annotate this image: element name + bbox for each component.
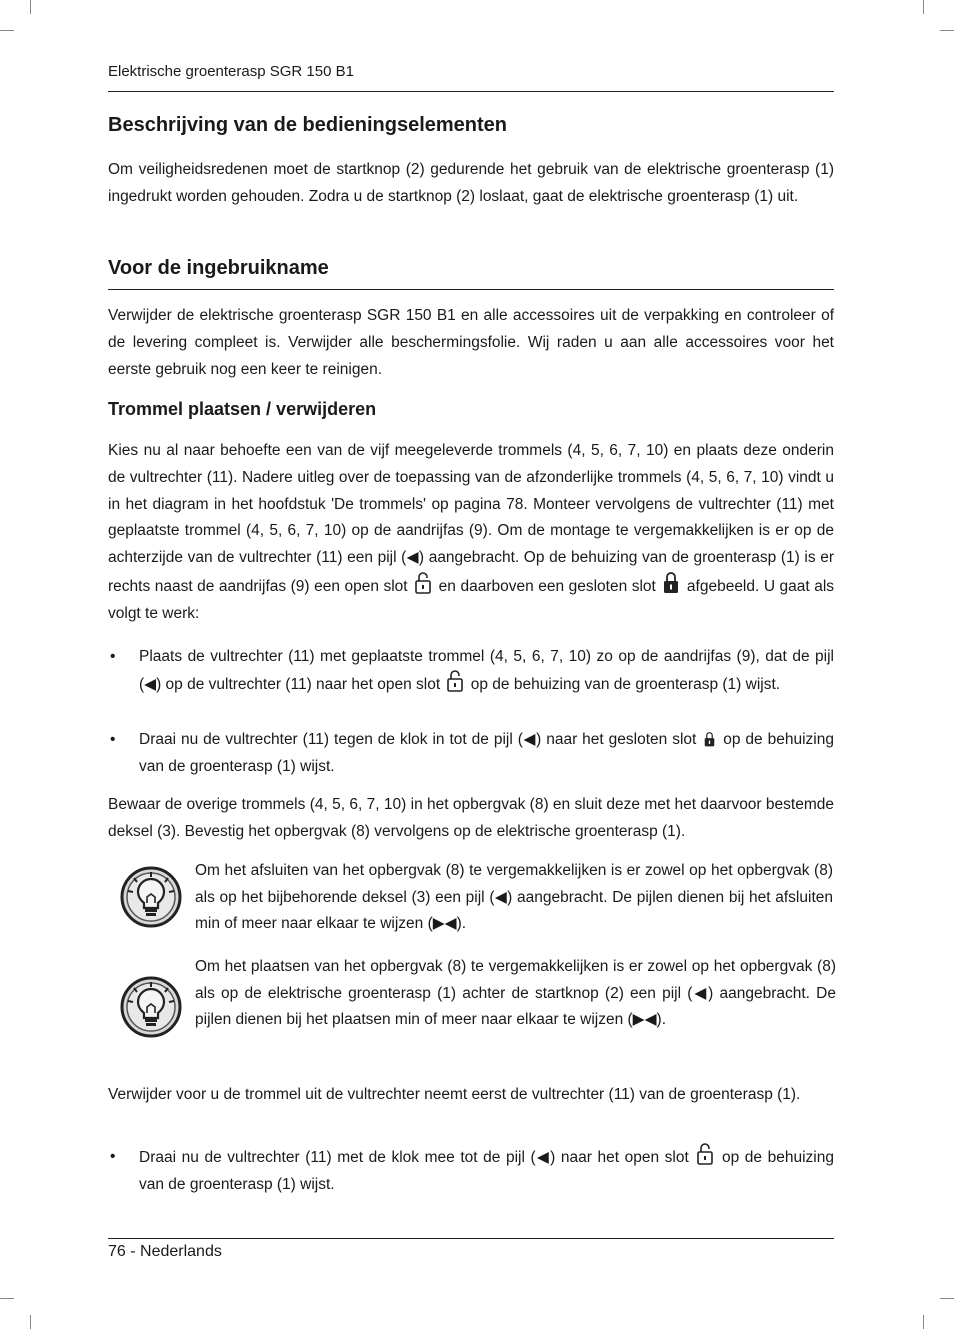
header-rule — [108, 91, 834, 92]
paragraph-remove: Verwijder voor u de trommel uit de vultrechter neemt eerst de vultrechter (11) van de groenterasp (1). — [108, 1086, 801, 1103]
crop-mark — [923, 0, 924, 14]
paragraph-storage: Bewaar de overige trommels (4, 5, 6, 7, 10) in het opbergvak (8) en sluit deze met het daarvoor bestemde deksel (3). Bevestig het opbergvak (8) vervolgens op de elektrische groenterasp (1). — [108, 796, 834, 840]
bullet-dot: • — [110, 1148, 116, 1165]
closed-lock-icon — [663, 572, 679, 594]
crop-mark — [30, 1315, 31, 1329]
list-item-text: Draai nu de vultrechter (11) met de klok mee tot de pijl (◀) naar het open slot op de behuizing van de groenterasp (1) wijst. — [139, 1143, 834, 1198]
open-lock-icon — [447, 670, 463, 692]
crop-mark — [0, 1298, 14, 1299]
page-footer: 76 - Nederlands — [108, 1243, 222, 1260]
running-header: Elektrische groenterasp SGR 150 B1 — [108, 63, 354, 80]
bullet-dot: • — [110, 731, 116, 748]
open-lock-icon — [697, 1143, 713, 1165]
crop-mark — [0, 30, 14, 31]
lightbulb-tip-icon — [120, 976, 182, 1038]
crop-mark — [923, 1315, 924, 1329]
tip-text: Om het afsluiten van het opbergvak (8) te vergemakkelijken is er zowel op het opbergvak (8) als op het bijbehorende deksel (3) een pijl (◀) aangebracht. De pijlen dienen bij het afsluiten min of meer naar elkaar te wijzen (▶◀). — [195, 862, 833, 932]
list-item-text: Plaats de vultrechter (11) met geplaatste trommel (4, 5, 6, 7, 10) zo op de aandrijfas (9), dat de pijl (◀) op de vultrechter (11) naar het open slot op de behuizing van de groenterasp (1) wijst. — [139, 648, 834, 693]
bullet-dot: • — [110, 648, 116, 665]
section-rule — [108, 289, 834, 290]
section-heading-before-use: Voor de ingebruikname — [108, 257, 329, 279]
paragraph-drum: Kies nu al naar behoefte een van de vijf meegeleverde trommels (4, 5, 6, 7, 10) en plaats deze onderin de vultrechter (11). Nadere uitleg over de toepassing van de afzonderlijke trommels (4, 5, 6, 7, 10) vindt u in het diagram in het hoofdstuk 'De trommels' op pagina 78. Monteer vervolgens de vultrechter (11) met geplaatste trommel (4, 5, 6, 7, 10) op de aandrijfas (9). Om de montage te vergemakkelijken is er op de achterzijde van de vultrechter (11) een pijl (◀) aangebracht. Op de behuizing van de groenterasp (1) is er rechts naast de aandrijfas (9) een open slot en daarboven een gesloten slot afgebeeld. U gaat als volgt te werk: — [108, 442, 835, 622]
crop-mark — [30, 0, 31, 14]
footer-rule — [108, 1238, 834, 1239]
tip-text: Om het plaatsen van het opbergvak (8) te vergemakkelijken is er zowel op het opbergvak (8) als op de elektrische groenterasp (1) achter de startknop (2) een pijl (◀) aangebracht. De pijlen dienen bij het plaatsen min of meer naar elkaar te wijzen (▶◀). — [195, 958, 836, 1028]
open-lock-icon — [415, 572, 431, 594]
list-item-text: Draai nu de vultrechter (11) tegen de klok in tot de pijl (◀) naar het gesloten slot op de behuizing van de groenterasp (1) wijst. — [139, 731, 834, 775]
crop-mark — [940, 30, 954, 31]
closed-lock-icon — [704, 732, 715, 747]
paragraph-before-use: Verwijder de elektrische groenterasp SGR 150 B1 en alle accessoires uit de verpakking en controleer of de levering compleet is. Verwijder alle beschermingsfolie. Wij raden u aan alle accessoires voor het eerste gebruik nog een keer te reinigen. — [108, 307, 834, 378]
section-heading-controls: Beschrijving van de bedieningselementen — [108, 114, 508, 136]
lightbulb-tip-icon — [120, 866, 182, 928]
paragraph-controls: Om veiligheidsredenen moet de startknop (2) gedurende het gebruik van de elektrische groenterasp (1) ingedrukt worden gehouden. Zodra u de startknop (2) loslaat, gaat de elektrische groenterasp (1) uit. — [108, 161, 834, 205]
crop-mark — [940, 1298, 954, 1299]
subheading-drum: Trommel plaatsen / verwijderen — [108, 399, 377, 419]
